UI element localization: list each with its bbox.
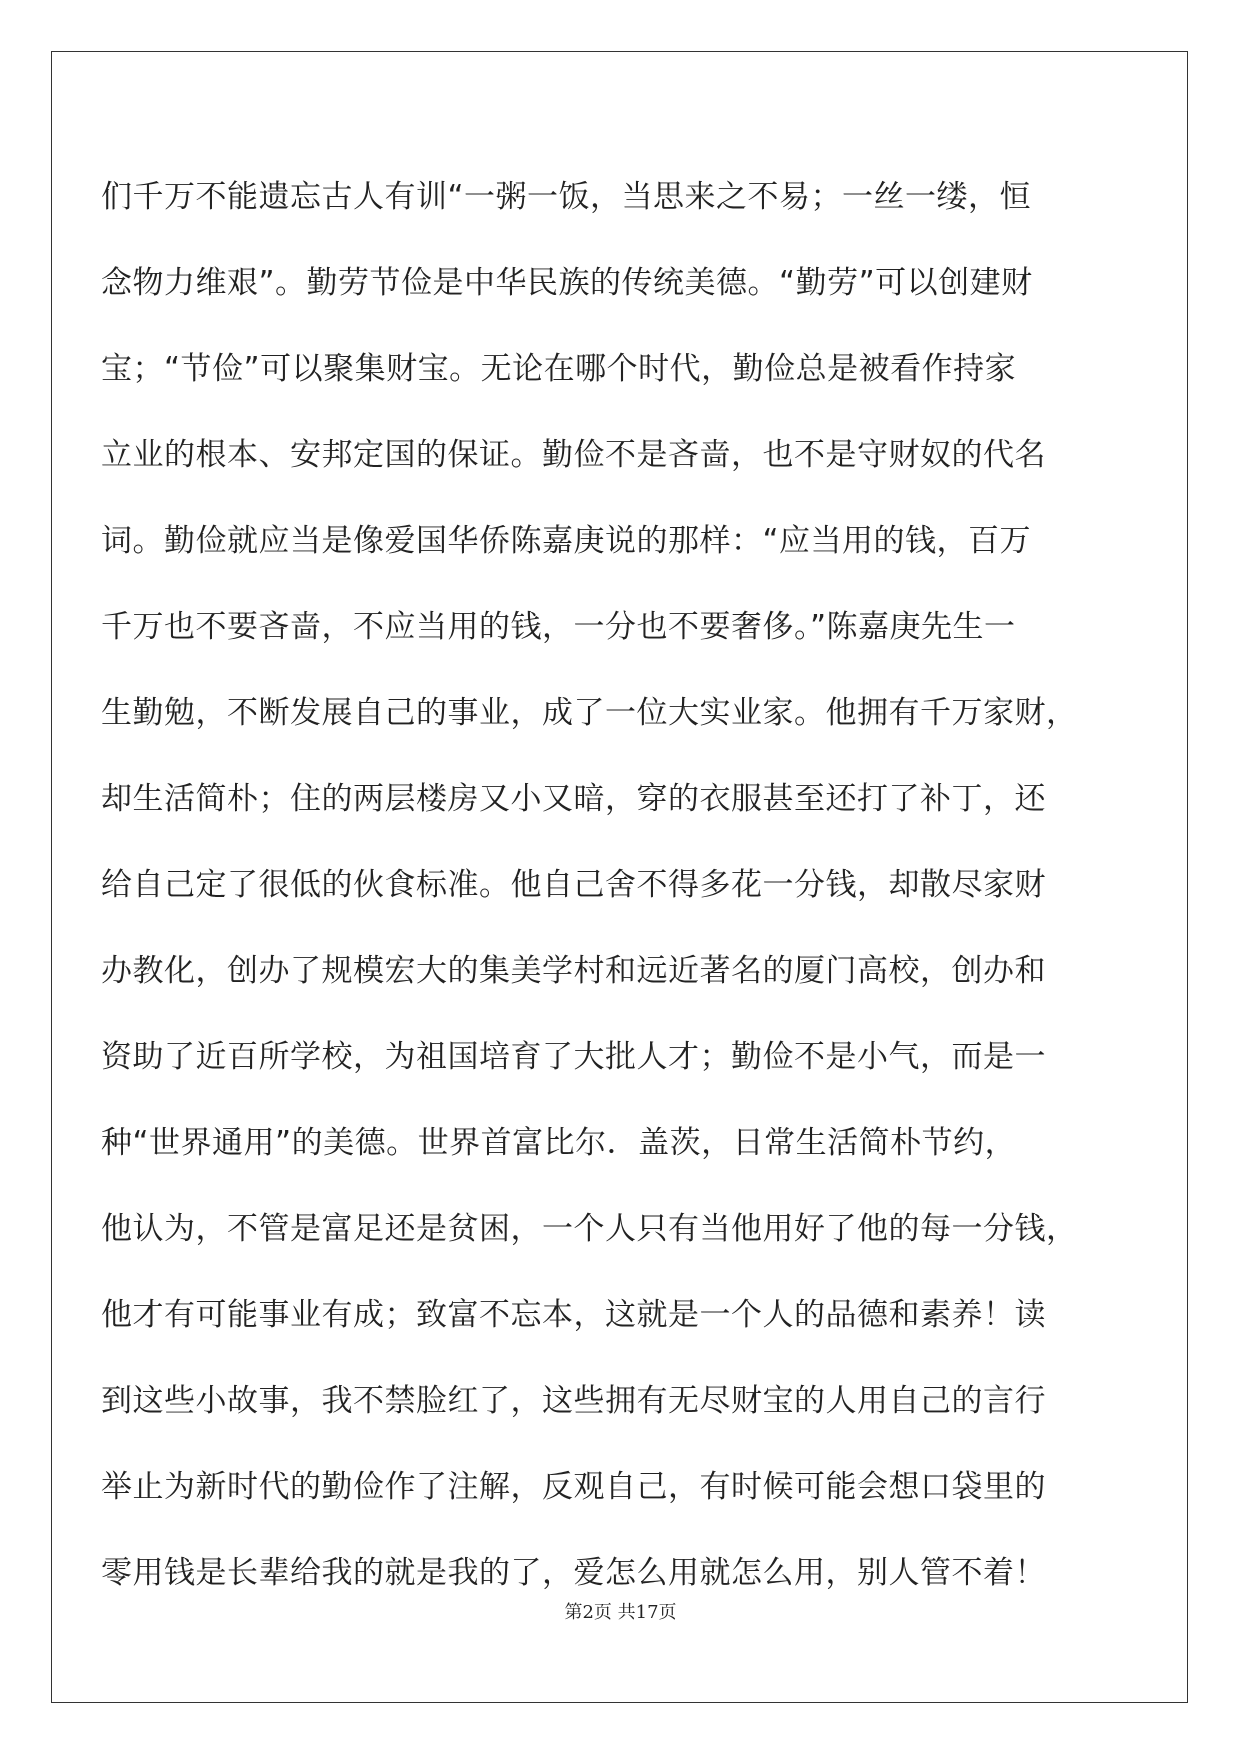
text-line: 零用钱是长辈给我的就是我的了，爱怎么用就怎么用，别人管不着！	[101, 1555, 1046, 1591]
text-line: 举止为新时代的勤俭作了注解，反观自己，有时候可能会想口袋里的	[101, 1469, 1046, 1505]
text-line: 千万也不要吝啬，不应当用的钱，一分也不要奢侈。”陈嘉庚先生一	[101, 609, 1016, 645]
text-line: 他认为，不管是富足还是贫困，一个人只有当他用好了他的每一分钱，	[101, 1211, 1078, 1247]
text-line: 到这些小故事，我不禁脸红了，这些拥有无尽财宝的人用自己的言行	[101, 1383, 1046, 1419]
text-line: 生勤勉，不断发展自己的事业，成了一位大实业家。他拥有千万家财，	[101, 695, 1078, 731]
text-line: 种“世界通用”的美德。世界首富比尔．盖茨，日常生活简朴节约，	[101, 1125, 1017, 1161]
document-body	[101, 154, 1141, 1616]
text-line: 词。勤俭就应当是像爱国华侨陈嘉庚说的那样：“应当用的钱，百万	[101, 523, 1032, 559]
text-line: 们千万不能遗忘古人有训“一粥一饭，当思来之不易；一丝一缕，恒	[101, 179, 1032, 215]
page-number-footer: 第2页 共17页	[564, 1602, 677, 1623]
text-line: 宝；“节俭”可以聚集财宝。无论在哪个时代，勤俭总是被看作持家	[101, 351, 1017, 387]
text-line: 立业的根本、安邦定国的保证。勤俭不是吝啬，也不是守财奴的代名	[101, 437, 1046, 473]
text-line: 办教化，创办了规模宏大的集美学村和远近著名的厦门高校，创办和	[101, 953, 1046, 989]
text-line: 他才有可能事业有成；致富不忘本，这就是一个人的品德和素养！读	[101, 1297, 1046, 1333]
text-line: 念物力维艰”。勤劳节俭是中华民族的传统美德。“勤劳”可以创建财	[101, 265, 1033, 301]
text-line: 给自己定了很低的伙食标准。他自己舍不得多花一分钱，却散尽家财	[101, 867, 1046, 903]
text-line: 资助了近百所学校，为祖国培育了大批人才；勤俭不是小气，而是一	[101, 1039, 1046, 1075]
text-line: 却生活简朴；住的两层楼房又小又暗，穿的衣服甚至还打了补丁，还	[101, 781, 1046, 817]
